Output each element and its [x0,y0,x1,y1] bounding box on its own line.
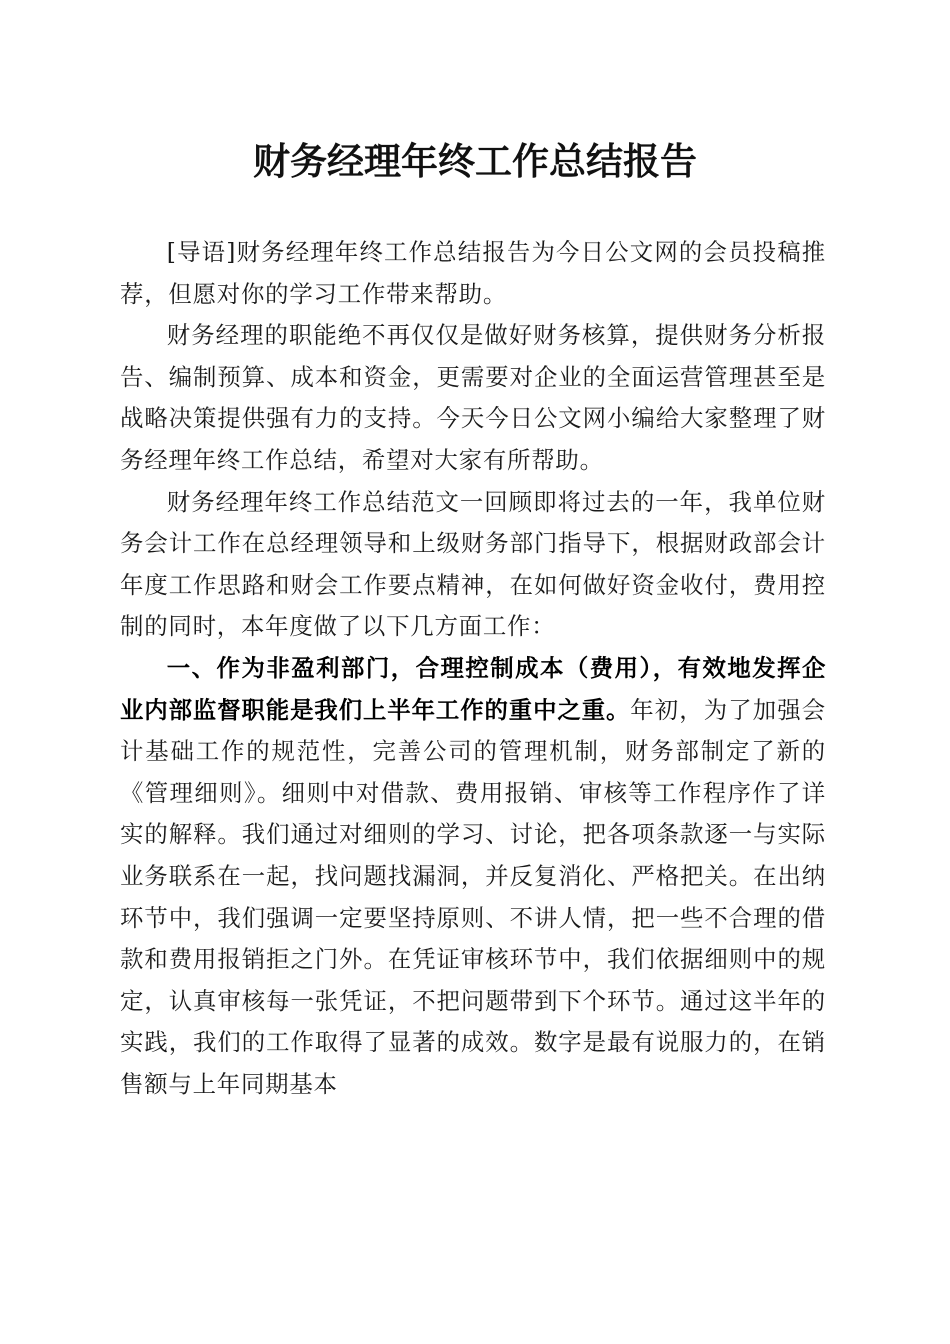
section-paragraph [120,648,826,1106]
paragraph-text: 财务经理的职能绝不再仅仅是做好财务核算，提供财务分析报告、编制预算、成本和资金，更需要对企业的全面运营管理甚至是战略决策提供强有力的支持。今天今日公文网小编给大家整理了财务经理年终工作总结，希望对大家有所帮助。 [120,321,826,474]
body-paragraph [120,315,826,481]
paragraph-text: 财务经理年终工作总结范文一回顾即将过去的一年，我单位财务会计工作在总经理领导和上级财务部门指导下，根据财政部会计年度工作思路和财会工作要点精神，在如何做好资金收付，费用控制的同时，本年度做了以下几方面工作： [120,487,826,641]
section-heading: 一、作为非盈利部门，合理控制成本（费用），有效地发挥企业内部监督职能是我们上半年工作的重中之重。 [120,653,826,724]
document-body [120,232,826,1105]
intro-paragraph [120,232,826,315]
body-paragraph [120,482,826,648]
document-title: 财务经理年终工作总结报告 [253,139,697,183]
paragraph-text: [导语]财务经理年终工作总结报告为今日公文网的会员投稿推荐，但愿对你的学习工作带来帮助。 [120,238,826,308]
paragraph-text: 年初，为了加强会计基础工作的规范性，完善公司的管理机制，财务部制定了新的《管理细则》。细则中对借款、费用报销、审核等工作程序作了详实的解释。我们通过对细则的学习、讨论，把各项条款逐一与实际业务联系在一起，找问题找漏洞，并反复消化、严格把关。在出纳环节中，我们强调一定要坚持原则、不讲人情，把一些不合理的借款和费用报销拒之门外。在凭证审核环节中，我们依据细则中的规定，认真审核每一张凭证，不把问题带到下个环节。通过这半年的实践，我们的工作取得了显著的成效。数字是最有说服力的，在销售额与上年同期基本 [120,695,826,1098]
